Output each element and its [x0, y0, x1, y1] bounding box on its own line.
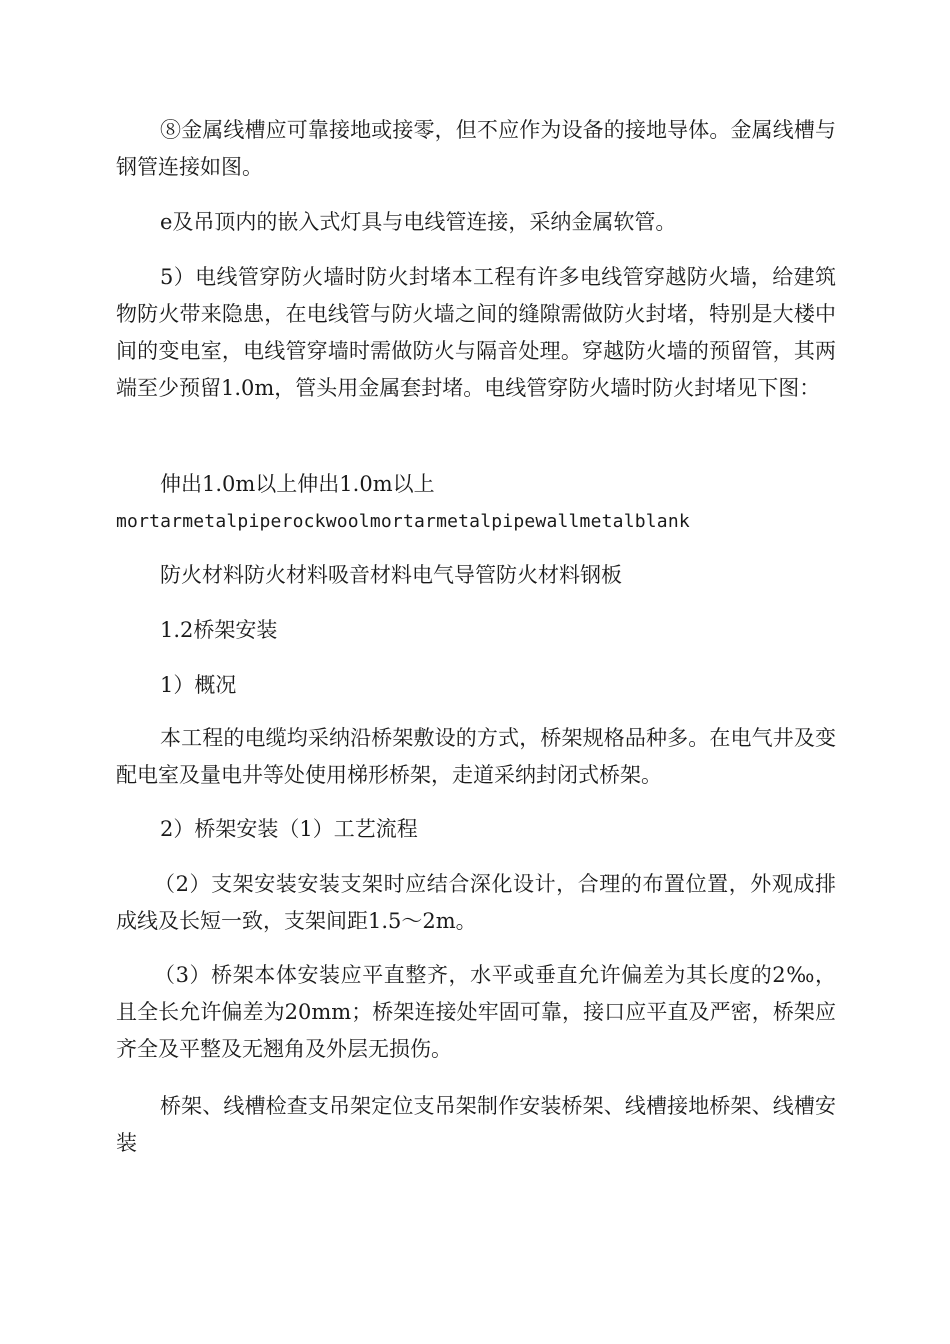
paragraph-metal-trunking-grounding: ⑧金属线槽应可靠接地或接零，但不应作为设备的接地导体。金属线槽与钢管连接如图。	[116, 118, 836, 179]
figure-label-materials-english: mortarmetalpiperockwoolmortarmetalpipewallmetalblank	[116, 511, 690, 532]
subsection-heading-process: 2）桥架安装（1）工艺流程	[160, 817, 418, 841]
paragraph-ceiling-lamp-connection: e及吊顶内的嵌入式灯具与电线管连接，采纳金属软管。	[160, 210, 677, 234]
subsection-heading-overview: 1）概况	[160, 673, 237, 697]
paragraph-overview-body: 本工程的电缆均采纳沿桥架敷设的方式，桥架规格品种多。在电气井及变配电室及量电井等处使用梯形桥架，走道采纳封闭式桥架。	[116, 726, 836, 787]
paragraph-firewall-sealing: 5）电线管穿防火墙时防火封堵本工程有许多电线管穿越防火墙，给建筑物防火带来隐患，在电线管与防火墙之间的缝隙需做防火封堵，特别是大楼中间的变电室，电线管穿墙时需做防火与隔音处理。穿越防火墙的预留管，其两端至少预留1.0m，管头用金属套封堵。电线管穿防火墙时防火封堵见下图：	[116, 265, 836, 400]
paragraph-support-installation: （2）支架安装安装支架时应结合深化设计，合理的布置位置，外观成排成线及长短一致，支架间距1.5～2m。	[116, 872, 836, 933]
figure-label-extension: 伸出1.0m以上伸出1.0m以上	[160, 472, 435, 496]
paragraph-tray-body-installation: （3）桥架本体安装应平直整齐，水平或垂直允许偏差为其长度的2‰，且全长允许偏差为20mm；桥架连接处牢固可靠，接口应平直及严密，桥架应齐全及平整及无翘角及外层无损伤。	[116, 963, 836, 1061]
paragraph-process-steps: 桥架、线槽检查支吊架定位支吊架制作安装桥架、线槽接地桥架、线槽安装	[116, 1094, 836, 1155]
figure-label-materials-chinese: 防火材料防火材料吸音材料电气导管防火材料钢板	[160, 563, 622, 587]
section-heading-tray-installation: 1.2桥架安装	[160, 618, 278, 642]
